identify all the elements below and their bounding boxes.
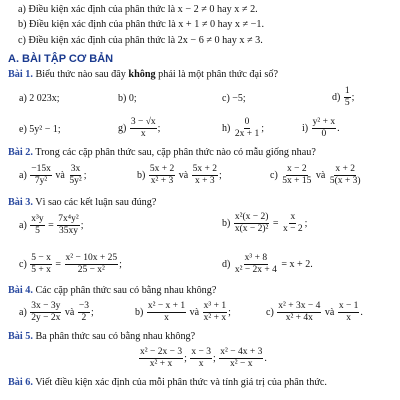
answer-c: c) Điều kiện xác định của phân thức là 2x − 6 ≠ 0 hay x ≠ 3. bbox=[18, 35, 263, 46]
answer-b: b) Điều kiện xác định của phân thức là x + 1 ≠ 0 hay x ≠ −1. bbox=[18, 19, 265, 30]
ex1-option-e: e) 5y² − 1; bbox=[19, 124, 61, 135]
ex1-option-h: h) $\frac{0}{2x + 1}$ ; bbox=[222, 117, 264, 139]
fraction: $\frac{\text{x² − 10x + 25}}{\text{25 − x²}}$ bbox=[65, 253, 118, 275]
fraction: $\frac{x - 1}{x}$ bbox=[338, 301, 359, 323]
fraction: $\frac{3x - 3y}{2y - 2x}$ bbox=[31, 301, 61, 323]
exercise-3-prompt bbox=[8, 197, 156, 209]
fraction: $\frac{5x + 2}{\text{x² + 3}}$ bbox=[149, 164, 175, 186]
fraction: $\frac{-3}{2}$ bbox=[78, 301, 89, 323]
fraction: $\frac{\text{x³ + 1}}{\text{x² + x}}$ bbox=[203, 301, 227, 323]
fraction: $\frac{x - 3}{x}$ bbox=[191, 347, 211, 369]
fraction: $\frac{0}{2x + 1}$ bbox=[234, 117, 260, 139]
fraction: $\frac{5x + 2}{x + 3}$ bbox=[192, 164, 218, 186]
ex1-option-c: c) −5; bbox=[222, 93, 246, 104]
ex4-option-b: b) $\frac{\text{x² − x + 1}}{x}$ và $\frac{\text{x³ + 1}}{\text{x² + x}}$ ; bbox=[135, 301, 231, 323]
ex1-option-i: i) $\frac{\text{y² + x}}{0}$ . bbox=[302, 117, 340, 139]
exercise-3-text: Vì sao các kết luận sau đúng? bbox=[35, 197, 157, 208]
exercise-5-text: Ba phân thức sau có bằng nhau không? bbox=[35, 331, 196, 342]
ex4-option-a: a) $\frac{3x - 3y}{2y - 2x}$ và $\frac{-3}{2}$ ; bbox=[19, 301, 94, 323]
fraction: $\frac{x - 2}{5x + 15}$ bbox=[282, 164, 312, 186]
exercise-1-label: Bài 1. bbox=[8, 69, 33, 80]
ex1-option-d: d) $\frac{1}{5}$ ; bbox=[332, 86, 355, 108]
fraction: $\frac{\text{y² + x}}{0}$ bbox=[312, 117, 336, 139]
ex1-option-g: g) $\frac{3 - √x}{x}$ ; bbox=[118, 117, 161, 139]
fraction: $\frac{\text{x³ + 8}}{\text{x² − 2x + 4}}$ bbox=[234, 253, 277, 275]
fraction: $\frac{1}{5}$ bbox=[344, 86, 350, 108]
fraction: $\frac{\text{7x⁴y²}}{35xy}$ bbox=[58, 214, 79, 236]
exercise-3-label: Bài 3. bbox=[8, 197, 33, 208]
exercise-5-label: Bài 5. bbox=[8, 331, 33, 342]
fraction: $\frac{5 - x}{5 + x}$ bbox=[31, 253, 51, 275]
exercise-2-text: Trong các cặp phân thức sau, cặp phân thức nào có mẫu giống nhau? bbox=[35, 147, 316, 158]
exercise-2-prompt bbox=[8, 147, 316, 159]
exercise-4-label: Bài 4. bbox=[8, 285, 33, 296]
exercise-6-label: Bài 6. bbox=[8, 377, 33, 388]
exercise-6-prompt bbox=[8, 377, 327, 389]
exercise-4-text: Các cặp phân thức sau có bằng nhau không? bbox=[35, 285, 217, 296]
ex2-option-b: b) $\frac{5x + 2}{\text{x² + 3}}$ và $\frac{5x + 2}{x + 3}$ ; bbox=[137, 164, 222, 186]
fraction: $\frac{x}{x - 2}$ bbox=[283, 212, 303, 234]
fraction: $\frac{x + 2}{5(x + 3)}$ bbox=[329, 164, 361, 186]
fraction: $\frac{\text{x² − 4x + 3}}{\text{x² − x}}$ bbox=[220, 347, 263, 369]
fraction: $\frac{3x}{\text{5y²}}$ bbox=[69, 164, 82, 186]
fraction: $\frac{\text{x²(x − 2)}}{\text{x(x − 2)²}}$ bbox=[234, 212, 269, 234]
exercise-1-text: Biểu thức nào sau đây bbox=[35, 69, 126, 80]
ex1-option-b: b) 0; bbox=[118, 93, 137, 104]
exercise-2-label: Bài 2. bbox=[8, 147, 33, 158]
ex1-option-a: a) 2 023x; bbox=[19, 93, 60, 104]
exercise-6-text: Viết điều kiện xác định của mỗi phân thức và tính giá trị của phân thức. bbox=[35, 377, 327, 388]
ex5-fractions: $\frac{\text{x² − 2x − 3}}{\text{x² + x}}$ ; $\frac{x - 3}{x}$ ; $\frac{\text{x² − 4x + 3}}{\text{x² − x}}$ . bbox=[140, 347, 267, 369]
exercise-1-bold: không bbox=[128, 69, 156, 80]
ex2-option-c: c) $\frac{x - 2}{5x + 15}$ và $\frac{x + 2}{5(x + 3)}$ bbox=[270, 164, 361, 186]
fraction: $\frac{-15x}{\text{7y²}}$ bbox=[31, 164, 51, 186]
ex3-option-a: a) $\frac{\text{x³y}}{5}$ = $\frac{\text{7x⁴y²}}{35xy}$ ; bbox=[19, 214, 84, 236]
ex2-option-a: a) $\frac{-15x}{\text{7y²}}$ và $\frac{3x}{\text{5y²}}$ ; bbox=[19, 164, 87, 186]
answer-a: a) Điều kiện xác định của phân thức là x − 2 ≠ 0 hay x ≠ 2. bbox=[18, 4, 258, 15]
fraction: $\frac{\text{x³y}}{5}$ bbox=[31, 214, 44, 236]
exercise-1-prompt bbox=[8, 69, 278, 81]
ex3-option-b: b) $\frac{\text{x²(x − 2)}}{\text{x(x − 2)²}}$ = $\frac{x}{x - 2}$ ; bbox=[222, 212, 308, 234]
exercise-4-prompt bbox=[8, 285, 216, 297]
fraction: $\frac{3 - √x}{x}$ bbox=[130, 117, 156, 139]
ex3-option-c: c) $\frac{5 - x}{5 + x}$ = $\frac{\text{x² − 10x + 25}}{\text{25 − x²}}$ ; bbox=[19, 253, 122, 275]
exercise-5-prompt bbox=[8, 331, 195, 343]
ex3-option-d: d) $\frac{\text{x³ + 8}}{\text{x² − 2x + 4}}$ = x + 2. bbox=[222, 253, 313, 275]
fraction: $\frac{\text{x² + 3x − 4}}{\text{x² + 4x}}$ bbox=[278, 301, 321, 323]
section-title: A. BÀI TẬP CƠ BẢN bbox=[8, 53, 114, 65]
ex4-option-c: c) $\frac{\text{x² + 3x − 4}}{\text{x² + 4x}}$ và $\frac{x - 1}{x}$ . bbox=[266, 301, 363, 323]
exercise-1-text-end: phải là một phân thức đại số? bbox=[158, 69, 278, 80]
fraction: $\frac{\text{x² − x + 1}}{x}$ bbox=[147, 301, 186, 323]
fraction: $\frac{\text{x² − 2x − 3}}{\text{x² + x}}$ bbox=[140, 347, 183, 369]
